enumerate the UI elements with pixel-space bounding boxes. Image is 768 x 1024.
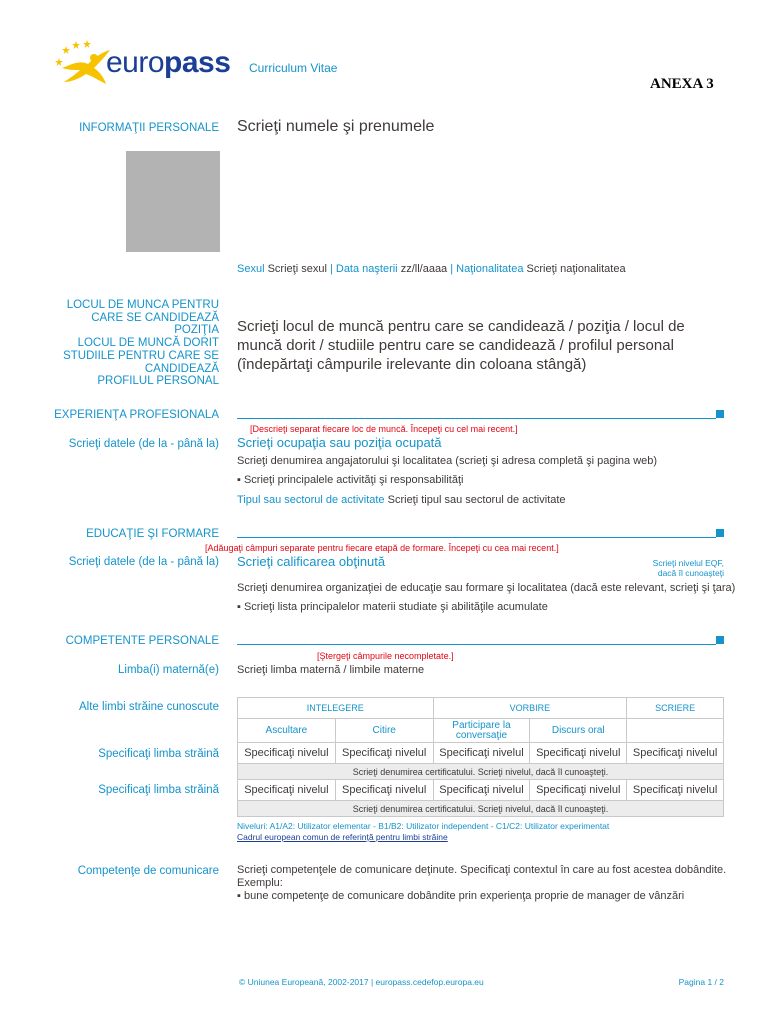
personal-info-label: INFORMAŢII PERSONALE [79, 122, 219, 134]
level-cell[interactable]: Specificaţi nivelul [238, 743, 336, 764]
competences-note: [Ştergeţi câmpurile necompletate.] [317, 651, 454, 661]
subjects-field[interactable]: ▪ Scrieţi lista principalelor materii studiate şi abilităţile acumulate [237, 601, 548, 613]
eqf-level-field[interactable] [600, 558, 724, 578]
level-cell[interactable]: Specificaţi nivelul [238, 780, 336, 801]
subheader-reading: Citire [335, 719, 433, 743]
header-speaking: VORBIRE [433, 698, 627, 719]
occupation-field[interactable]: Scrieţi ocupaţia sau poziţia ocupată [237, 435, 442, 450]
level-cell[interactable]: Specificaţi nivelul [433, 780, 530, 801]
experience-note: [Descrieţi separat fiecare loc de muncă. Începeţi cu cel mai recent.] [250, 424, 518, 434]
footer-page-number: Pagina 1 / 2 [678, 977, 724, 987]
communication-bullet: ▪ bune competenţe de comunicare dobândite prin experienţa proprie de manager de vânzări [237, 890, 727, 903]
levels-note: Niveluri: A1/A2: Utilizator elementar - B1/B2: Utilizator independent - C1/C2: Utilizator experimentat [237, 821, 610, 831]
section-marker [716, 529, 724, 537]
logo-pass-text: pass [164, 46, 231, 79]
mother-tongue-label: Limba(i) maternă(e) [118, 664, 219, 676]
header-writing: SCRIERE [627, 698, 724, 719]
subheader-writing-empty [627, 719, 724, 743]
language-table [237, 697, 724, 817]
communication-label: Competenţe de comunicare [77, 865, 219, 877]
annex-label: ANEXA 3 [650, 76, 714, 92]
section-divider [237, 537, 716, 538]
communication-example: Exemplu: [237, 877, 283, 889]
position-label-line: POZIŢIA [174, 324, 219, 337]
position-text[interactable]: Scrieţi locul de muncă pentru care se candidează / poziţia / locul de muncă dorit / studiile pentru care se candidează / profilul personal (îndepărtaţi câmpurile irelevante din coloana stângă) [237, 318, 685, 373]
level-cell[interactable]: Specificaţi nivelul [335, 780, 433, 801]
photo-placeholder[interactable] [126, 151, 220, 252]
level-cell[interactable]: Specificaţi nivelul [335, 743, 433, 764]
name-field[interactable]: Scrieţi numele şi prenumele [237, 118, 435, 135]
sex-label: Sexul [237, 263, 265, 275]
certificate-cell[interactable]: Scrieţi denumirea certificatului. Scrieţi nivelul, dacă îl cunoaşteţi. [238, 801, 724, 817]
sector-label: Tipul sau sectorul de activitate [237, 494, 385, 506]
level-cell[interactable]: Specificaţi nivelul [627, 743, 724, 764]
nationality-field[interactable]: Scrieţi naţionalitatea [526, 263, 626, 275]
level-cell[interactable]: Specificaţi nivelul [433, 743, 530, 764]
education-note: [Adăugaţi câmpuri separate pentru fiecare etapă de formare. Începeţi cu cea mai recent.] [205, 543, 559, 553]
experience-section-label: EXPERIENŢA PROFESIONALA [54, 409, 219, 421]
certificate-cell[interactable]: Scrieţi denumirea certificatului. Scrieţi nivelul, dacă îl cunoaşteţi. [238, 764, 724, 780]
education-section-label: EDUCAŢIE ŞI FORMARE [86, 528, 219, 540]
language-level-row [238, 780, 724, 801]
logo-euro-text: euro [106, 46, 165, 79]
position-labels [63, 299, 219, 388]
europass-logo [54, 38, 231, 88]
language-level-row [238, 743, 724, 764]
personal-details-line [237, 263, 626, 275]
position-label-line: STUDIILE PENTRU CARE SE [63, 349, 219, 362]
section-divider [237, 418, 716, 419]
position-label-line: LOCUL DE MUNCĂ DORIT [77, 337, 219, 350]
subheader-interaction: Participare la conversaţie [433, 719, 530, 743]
europass-star-figure-icon [54, 38, 114, 88]
footer-copyright: © Uniunea Europeană, 2002-2017 | europass.cedefop.europa.eu [239, 977, 484, 987]
position-label-line: CARE SE CANDIDEAZĂ [91, 311, 219, 324]
sector-line [237, 494, 566, 506]
nationality-label: Naţionalitatea [456, 263, 524, 275]
certificate-row [238, 801, 724, 817]
sector-field[interactable]: Scrieţi tipul sau sectorul de activitate [387, 494, 566, 506]
level-cell[interactable]: Specificaţi nivelul [627, 780, 724, 801]
dob-label: Data naşterii [335, 263, 398, 275]
section-divider [237, 644, 716, 645]
level-cell[interactable]: Specificaţi nivelul [530, 780, 627, 801]
language-table-subheader [238, 719, 724, 743]
experience-dates-label[interactable]: Scrieţi datele (de la - până la) [68, 438, 219, 450]
section-marker [716, 636, 724, 644]
subheader-listening: Ascultare [238, 719, 336, 743]
foreign-language-label-1[interactable]: Specificaţi limba străină [98, 748, 219, 760]
education-dates-label[interactable]: Scrieţi datele (de la - până la) [68, 556, 219, 568]
activities-field[interactable]: ▪ Scrieţi principalele activităţi şi responsabilităţi [237, 474, 463, 486]
position-label-line: CANDIDEAZĂ [144, 362, 219, 375]
organisation-field[interactable]: Scrieţi denumirea organizaţiei de educaţie sau formare şi localitatea (dacă este relevant, scrieţi şi ţara) [237, 582, 736, 594]
separator: | [450, 263, 454, 275]
eqf-line: Scrieţi nivelul EQF, [652, 558, 724, 568]
eqf-line: dacă îl cunoaşteţi [657, 568, 724, 578]
communication-text: Scrieţi competenţele de comunicare deţinute. Specificaţi contextul în care au fost acestea dobândite. [237, 864, 727, 876]
certificate-row [238, 764, 724, 780]
qualification-field[interactable]: Scrieţi calificarea obţinută [237, 554, 386, 569]
sex-field[interactable]: Scrieţi sexul [267, 263, 327, 275]
mother-tongue-field[interactable]: Scrieţi limba maternă / limbile materne [237, 664, 425, 676]
level-cell[interactable]: Specificaţi nivelul [530, 743, 627, 764]
competences-section-label: COMPETENTE PERSONALE [65, 635, 219, 647]
position-label-line: PROFILUL PERSONAL [97, 375, 219, 388]
communication-field[interactable] [237, 864, 727, 903]
cefr-link[interactable]: Cadrul european comun de referinţă pentru limbi străine [237, 832, 448, 842]
other-languages-label: Alte limbi străine cunoscute [79, 701, 219, 713]
language-table-header [238, 698, 724, 719]
position-label-line: LOCUL DE MUNCA PENTRU [66, 299, 219, 311]
header-understanding: INTELEGERE [238, 698, 434, 719]
cv-subtitle: Curriculum Vitae [249, 61, 338, 75]
employer-field[interactable]: Scrieţi denumirea angajatorului şi localitatea (scrieţi şi adresa completă şi pagina web) [237, 455, 658, 467]
section-marker [716, 410, 724, 418]
dob-field[interactable]: zz/ll/aaaa [400, 263, 448, 275]
subheader-production: Discurs oral [530, 719, 627, 743]
foreign-language-label-2[interactable]: Specificaţi limba străină [98, 784, 219, 796]
separator: | [329, 263, 333, 275]
